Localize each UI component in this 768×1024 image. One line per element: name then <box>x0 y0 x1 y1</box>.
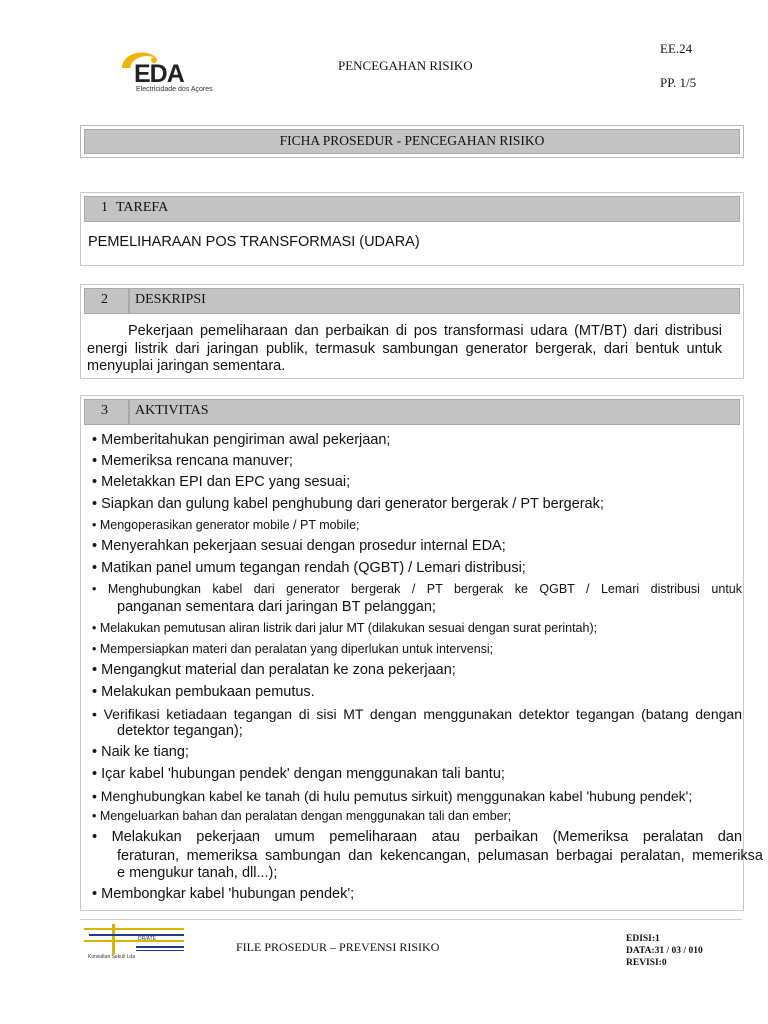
footer-edition: EDISI:1 <box>626 934 660 944</box>
list-item: • Meletakkan EPI dan EPC yang sesuai; <box>92 473 742 491</box>
list-item: • Menghubungkan kabel dari generator bergerak / PT bergerak ke QGBT / Lemari distribusi untuk <box>92 580 742 598</box>
list-item: • Naik ke tiang; <box>92 743 742 761</box>
list-item-continuation: feraturan, memeriksa sambungan dan kekencangan, pelumasan berbagai peralatan, memeriksa <box>117 848 763 864</box>
list-item: • Melakukan pemutusan aliran listrik dari jalur MT (dilakukan sesuai dengan surat perintah); <box>92 619 742 637</box>
list-item-continuation: panganan sementara dari jaringan BT pelanggan; <box>117 599 436 615</box>
list-item: • Memberitahukan pengiriman awal pekerjaan; <box>92 431 742 449</box>
list-item: • Mengoperasikan generator mobile / PT mobile; <box>92 516 742 534</box>
footer-date: DATA:31 / 03 / 010 <box>626 946 703 956</box>
section-number: 3 <box>101 403 108 418</box>
form-title-box <box>80 125 744 158</box>
footer-revision: REVISI:0 <box>626 958 667 968</box>
list-item: • Mempersiapkan materi dan peralatan yang diperlukan untuk intervensi; <box>92 640 742 658</box>
logo-text: EDA <box>134 60 184 88</box>
section-label: DESKRIPSI <box>135 292 206 307</box>
section-deskripsi <box>80 284 744 379</box>
header-title: PENCEGAHAN RISIKO <box>338 58 473 73</box>
section-label: TAREFA <box>116 200 169 215</box>
list-item: • Siapkan dan gulung kabel penghubung dari generator bergerak / PT bergerak; <box>92 495 742 513</box>
logo-subtitle: Electricidade dos Açores <box>136 86 213 93</box>
list-item: • Menyerahkan pekerjaan sesuai dengan prosedur internal EDA; <box>92 537 742 555</box>
footer-title: FILE PROSEDUR – PREVENSI RISIKO <box>236 940 440 954</box>
footer-stripes-icon <box>84 922 194 968</box>
section-number: 2 <box>101 292 108 307</box>
list-item: • Memeriksa rencana manuver; <box>92 452 742 470</box>
section-aktivitas-bar <box>129 399 740 425</box>
list-item: • Membongkar kabel 'hubungan pendek'; <box>92 885 742 903</box>
list-item: • Içar kabel 'hubungan pendek' dengan menggunakan tali bantu; <box>92 765 742 783</box>
section-tarefa-bar <box>84 196 740 222</box>
footer-divider <box>80 919 742 920</box>
footer-logo <box>84 922 194 968</box>
section-number: 1 <box>101 200 108 215</box>
list-item: • Melakukan pekerjaan umum pemeliharaan atau perbaikan (Memeriksa peralatan dan <box>92 828 742 846</box>
tarefa-content: PEMELIHARAAN POS TRANSFORMASI (UDARA) <box>88 234 420 250</box>
list-item: • Matikan panel umum tegangan rendah (QGBT) / Lemari distribusi; <box>92 559 742 577</box>
list-item: • Verifikasi ketiadaan tegangan di sisi MT dengan menggunakan detektor tegangan (batang dengan <box>92 705 742 723</box>
section-tarefa <box>80 192 744 266</box>
company-logo <box>118 46 228 98</box>
footer-logo-caption: Konsultan Sekuli Lda <box>88 954 135 960</box>
list-item: • Mengangkut material dan peralatan ke zona pekerjaan; <box>92 661 742 679</box>
list-item-continuation: detektor tegangan); <box>117 723 243 739</box>
list-item: • Melakukan pembukaan pemutus. <box>92 683 742 701</box>
document-code: EE.24 <box>660 41 693 56</box>
footer-logo-code: DR/ATE <box>138 936 156 942</box>
section-label: AKTIVITAS <box>135 403 209 418</box>
section-deskripsi-bar <box>129 288 740 314</box>
list-item-continuation: e mengukur tanah, dll...); <box>117 865 278 881</box>
page-number: PP. 1/5 <box>660 75 697 90</box>
list-item: • Menghubungkan kabel ke tanah (di hulu pemutus sirkuit) menggunakan kabel 'hubung pendek'; <box>92 787 742 805</box>
list-item: • Mengeluarkan bahan dan peralatan dengan menggunakan tali dan ember; <box>92 807 742 825</box>
form-title: FICHA PROSEDUR - PENCEGAHAN RISIKO <box>279 133 545 148</box>
deskripsi-content: Pekerjaan pemeliharaan dan perbaikan di pos transformasi udara (MT/BT) dari distribusi energi listrik dari jaringan publik, termasuk sambungan generator bergerak, dari bentuk untuk menyuplai jaringan sementara. <box>87 323 722 374</box>
